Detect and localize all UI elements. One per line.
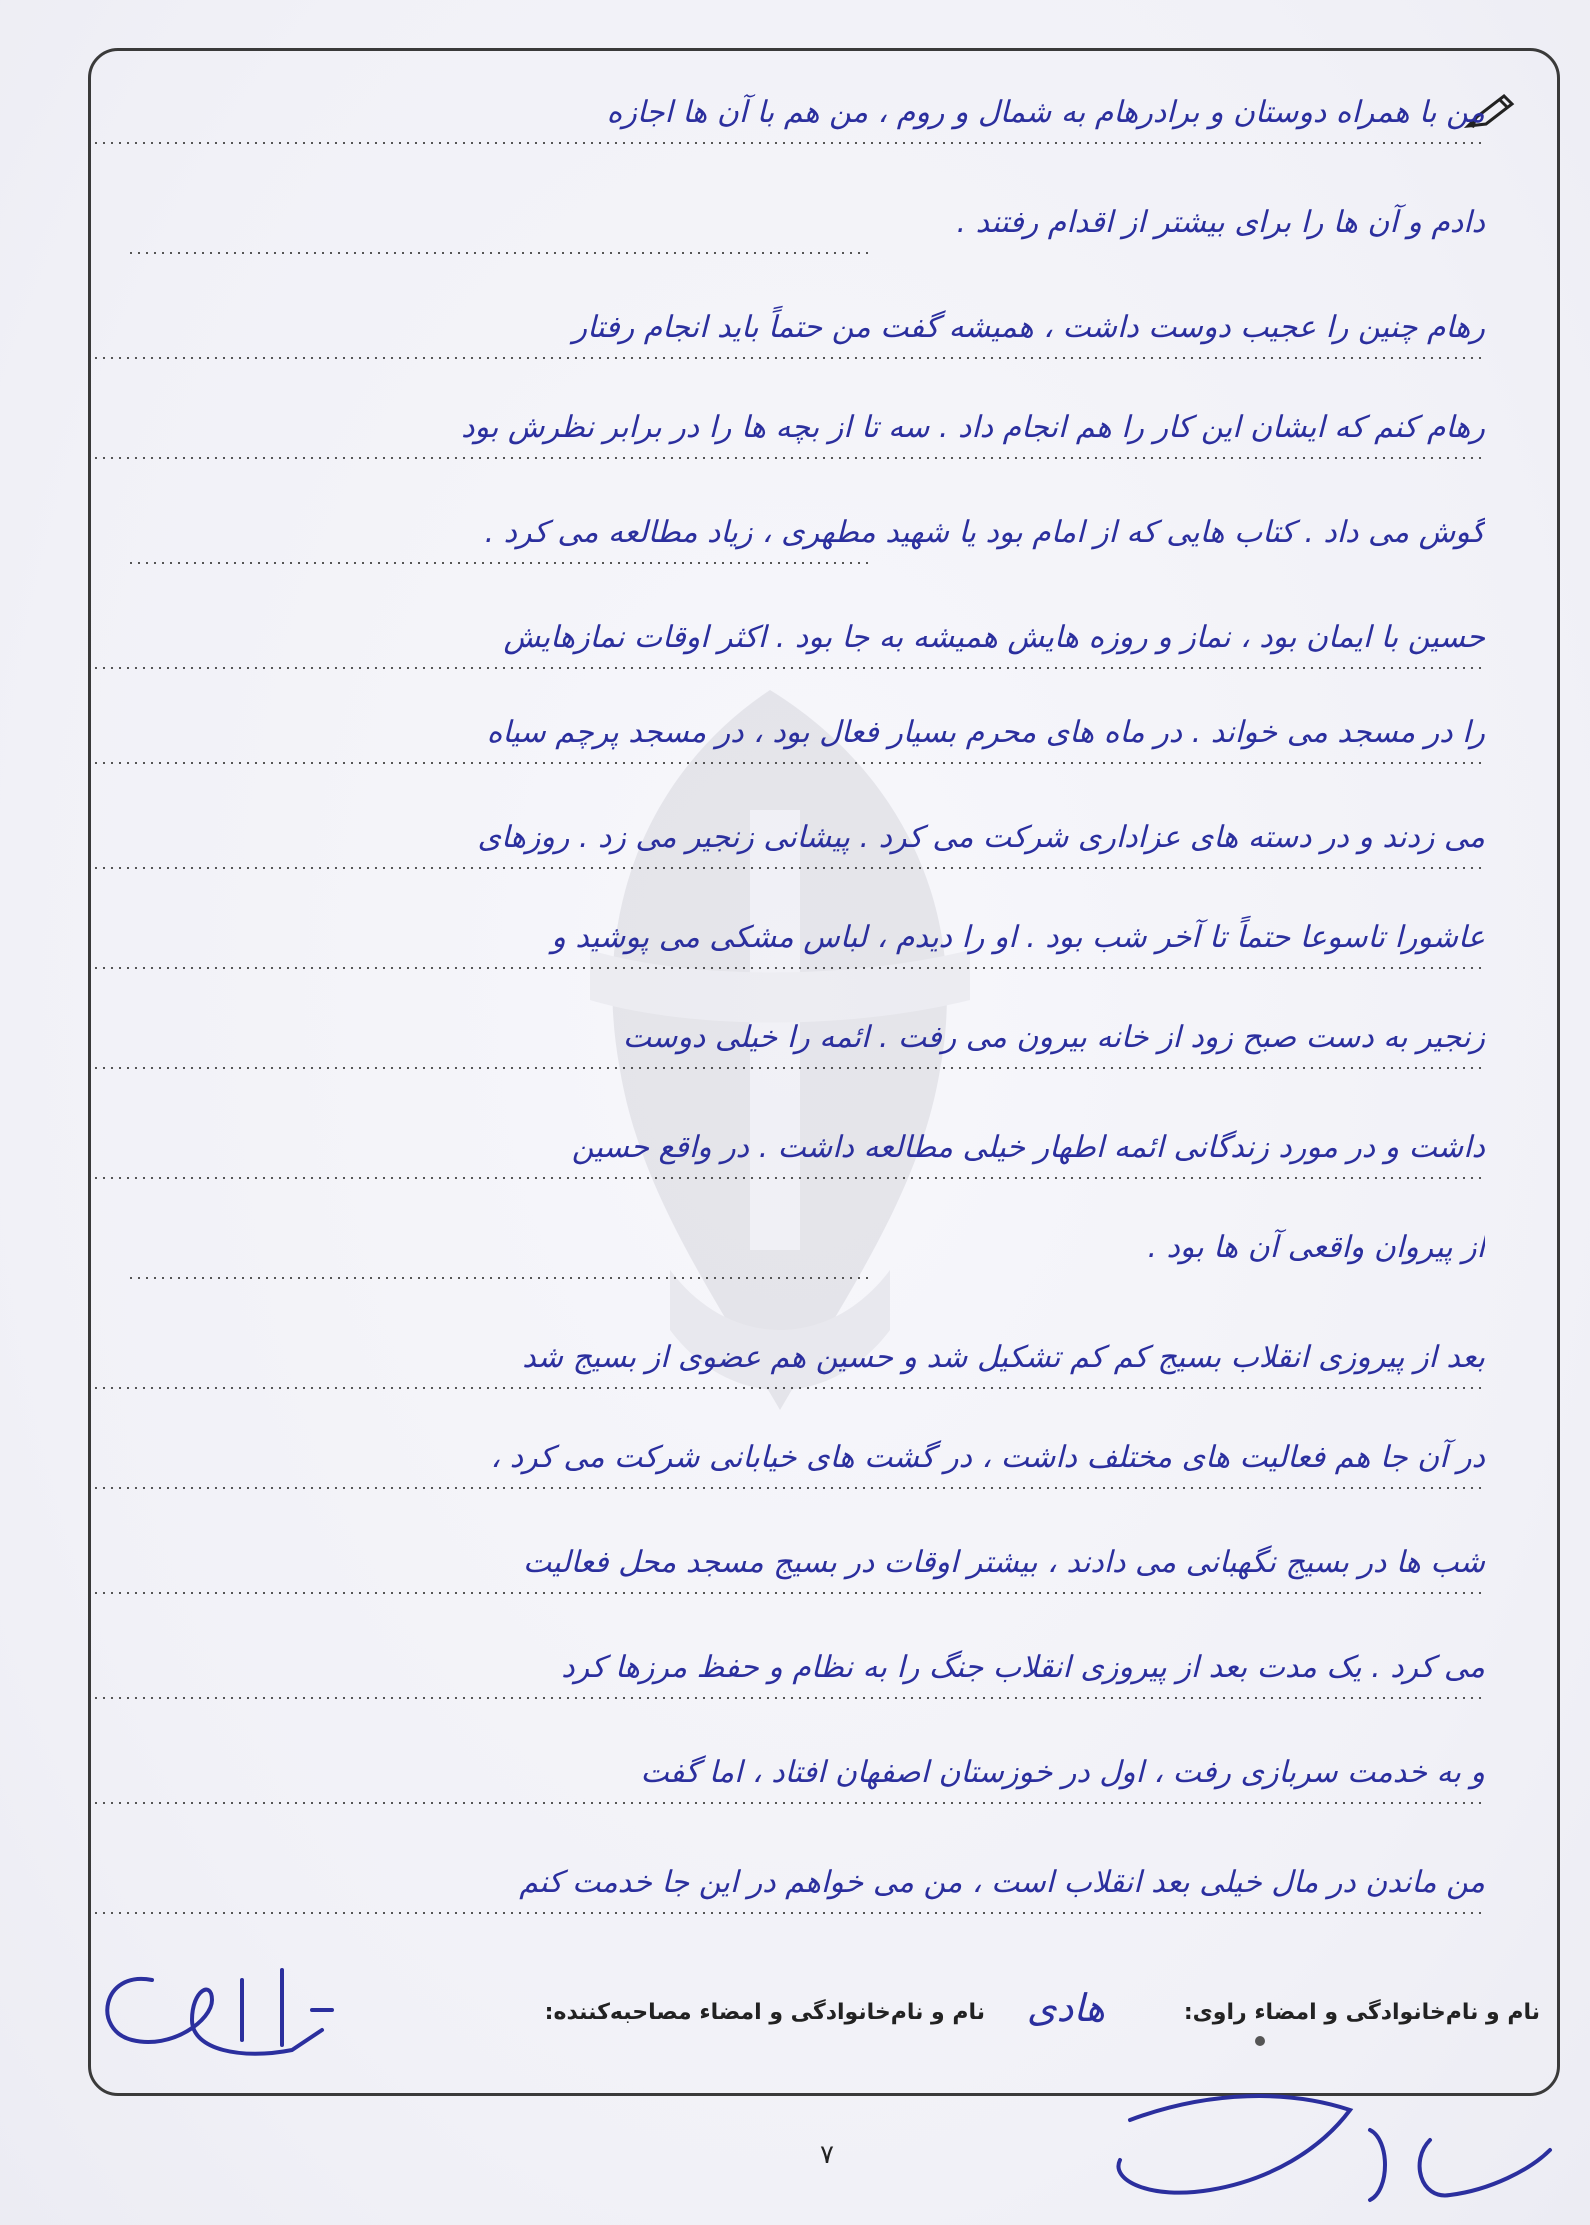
pin-icon bbox=[1255, 2036, 1265, 2046]
handwritten-line: را در مسجد می خواند . در ماه های محرم بسیار فعال بود ، در مسجد پرچم سیاه bbox=[486, 715, 1485, 750]
handwritten-line: می کرد . یک مدت بعد از پیروزی انقلاب جنگ را به نظام و حفظ مرزها کرد bbox=[561, 1650, 1485, 1685]
handwritten-line: شب ها در بسیج نگهبانی می دادند ، بیشتر اوقات در بسیج مسجد محل فعالیت bbox=[522, 1545, 1485, 1580]
handwritten-line: از پیروان واقعی آن ها بود . bbox=[1147, 1230, 1485, 1265]
handwritten-line: می زدند و در دسته های عزاداری شرکت می کرد . پیشانی زنجیر می زد . روزهای bbox=[477, 820, 1485, 855]
handwritten-line: رهام کنم که ایشان این کار را هم انجام داد . سه تا از بچه ها را در برابر نظرش بود bbox=[461, 410, 1485, 445]
narrator-signature-icon bbox=[92, 1960, 342, 2070]
handwritten-line: حسین با ایمان بود ، نماز و روزه هایش همیشه به جا بود . اکثر اوقات نمازهایش bbox=[503, 620, 1485, 655]
interviewer-signature-icon bbox=[1090, 2080, 1560, 2220]
handwritten-line: زنجیر به دست صبح زود از خانه بیرون می رفت . ائمه را خیلی دوست bbox=[622, 1020, 1485, 1055]
handwritten-line: گوش می داد . کتاب هایی که از امام بود یا شهید مطهری ، زیاد مطالعه می کرد . bbox=[484, 515, 1485, 550]
handwritten-line: رهام چنین را عجیب دوست داشت ، همیشه گفت من حتماً باید انجام رفتار bbox=[572, 310, 1485, 345]
page-number: ۷ bbox=[820, 2140, 834, 2170]
handwritten-line: عاشورا تاسوعا حتماً تا آخر شب بود . او را دیدم ، لباس مشکی می پوشید و bbox=[551, 920, 1485, 955]
narrator-label: نام و نام‌خانوادگی و امضاء راوی: bbox=[1183, 2000, 1540, 2025]
handwritten-line: و به خدمت سربازی رفت ، اول در خوزستان اصفهان افتاد ، اما گفت bbox=[640, 1755, 1485, 1790]
interviewer-label: نام و نام‌خانوادگی و امضاء مصاحبه‌کننده: bbox=[544, 2000, 985, 2025]
handwritten-line: در آن جا هم فعالیت های مختلف داشت ، در گشت های خیابانی شرکت می کرد ، bbox=[490, 1440, 1485, 1475]
interviewer-name: هادی bbox=[1026, 1986, 1105, 2030]
handwritten-line: بعد از پیروزی انقلاب بسیج کم کم تشکیل شد و حسین هم عضوی از بسیج شد bbox=[522, 1340, 1485, 1375]
handwritten-line: داشت و در مورد زندگانی ائمه اطهار خیلی مطالعه داشت . در واقع حسین bbox=[571, 1130, 1485, 1165]
handwritten-line: من با همراه دوستان و برادرهام به شمال و روم ، من هم با آن ها اجازه bbox=[606, 95, 1485, 130]
handwritten-line: من ماندن در مال خیلی بعد انقلاب است ، من می خواهم در این جا خدمت کنم bbox=[519, 1865, 1485, 1900]
handwritten-line: دادم و آن ها را برای بیشتر از اقدام رفتند . bbox=[956, 205, 1485, 240]
